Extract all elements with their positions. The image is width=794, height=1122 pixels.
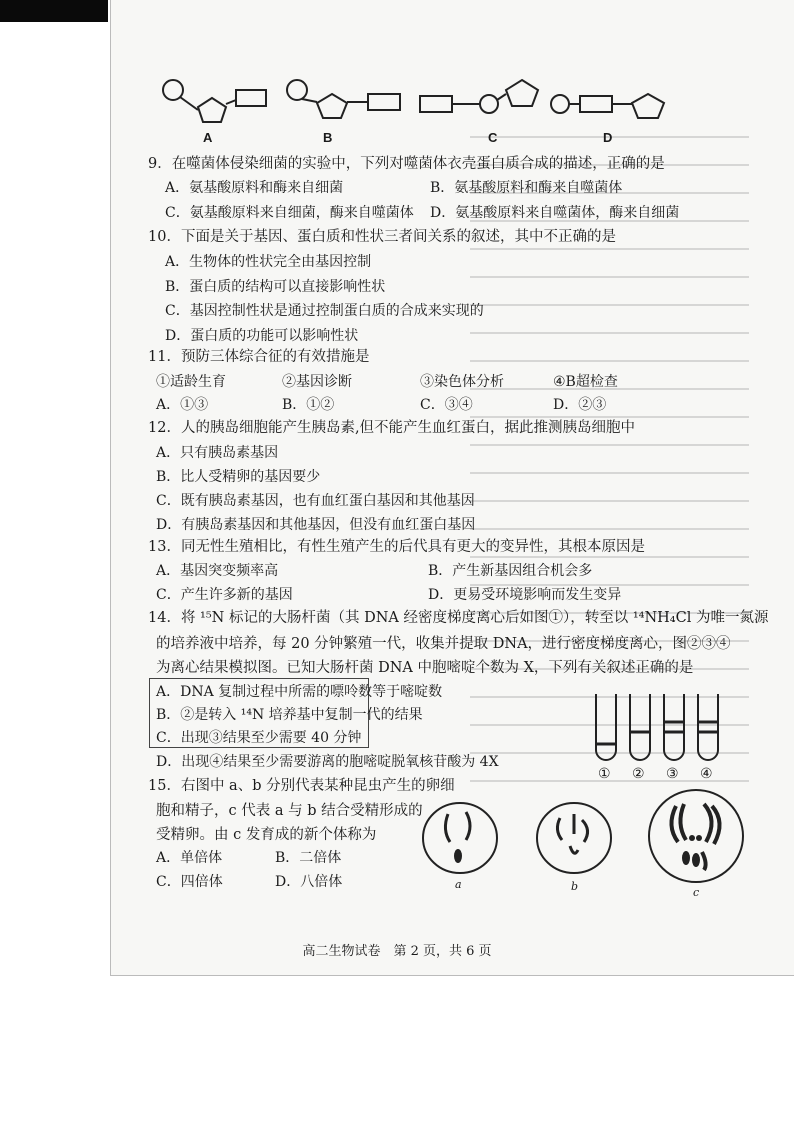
sugar-c xyxy=(506,80,538,106)
sugar-a xyxy=(198,98,226,122)
q15-option-d[interactable]: D．八倍体 xyxy=(275,874,343,890)
question-13-stem: 13．同无性生殖相比，有性生殖产生的后代具有更大的变异性，其根本原因是 xyxy=(148,539,645,555)
q11-item-1: ①适龄生育 xyxy=(156,374,226,390)
q11-option-a[interactable]: A．①③ xyxy=(156,397,209,413)
q15-option-a[interactable]: A．单倍体 xyxy=(156,850,223,866)
q10-option-d[interactable]: D．蛋白质的功能可以影响性状 xyxy=(165,328,359,344)
label-a: A xyxy=(203,130,213,145)
cell-b-figure xyxy=(534,800,614,876)
label-d: D xyxy=(603,130,613,145)
q12-option-b[interactable]: B．比人受精卵的基因要少 xyxy=(156,469,321,485)
q14-option-c[interactable]: C．出现③结果至少需要 40 分钟 xyxy=(156,730,362,746)
q15-option-c[interactable]: C．四倍体 xyxy=(156,874,223,890)
q14-option-b[interactable]: B．②是转入 ¹⁴N 培养基中复制一代的结果 xyxy=(156,707,423,723)
q10-option-c[interactable]: C．基因控制性状是通过控制蛋白质的合成来实现的 xyxy=(165,303,484,319)
sugar-b xyxy=(317,94,347,118)
q11-option-d[interactable]: D．②③ xyxy=(553,397,607,413)
q11-item-3: ③染色体分析 xyxy=(420,374,504,390)
tube-1 xyxy=(596,694,616,760)
tube-label-4: ④ xyxy=(700,766,713,782)
q10-option-b[interactable]: B．蛋白质的结构可以直接影响性状 xyxy=(165,279,386,295)
cell-label-b: b xyxy=(571,880,579,893)
cell-label-c: c xyxy=(693,886,700,899)
tube-2 xyxy=(630,694,650,760)
label-c: C xyxy=(488,130,498,145)
question-14-stem-line-1: 14．将 ¹⁵N 标记的大肠杆菌（其 DNA 经密度梯度离心后如图①），转至以 ¹⁴NH₄Cl 为唯一氮源 xyxy=(148,610,769,626)
q9-option-b[interactable]: B．氨基酸原料和酶来自噬菌体 xyxy=(430,180,623,196)
label-b: B xyxy=(323,130,333,145)
q13-option-d[interactable]: D．更易受环境影响而发生变异 xyxy=(428,587,622,603)
base-a xyxy=(236,90,266,106)
q11-option-c[interactable]: C．③④ xyxy=(420,397,473,413)
question-15-stem-line-1: 15．右图中 a、b 分别代表某种昆虫产生的卵细 xyxy=(148,778,455,794)
base-b xyxy=(368,94,400,110)
q10-option-a[interactable]: A．生物体的性状完全由基因控制 xyxy=(165,254,372,270)
tube-4 xyxy=(698,694,718,760)
q9-option-d[interactable]: D．氨基酸原料来自噬菌体，酶来自细菌 xyxy=(430,205,680,221)
question-15-stem-line-2: 胞和精子，c 代表 a 与 b 结合受精形成的 xyxy=(156,803,423,819)
phosphate-c xyxy=(480,95,498,113)
tube-3 xyxy=(664,694,684,760)
tube-label-1: ① xyxy=(598,766,611,782)
q9-option-c[interactable]: C．氨基酸原料来自细菌，酶来自噬菌体 xyxy=(165,205,414,221)
page-footer: 高二生物试卷 第 2 页，共 6 页 xyxy=(302,944,492,959)
question-14-stem-line-3: 为离心结果模拟图。已知大肠杆菌 DNA 中胞嘧啶个数为 X，下列有关叙述正确的是 xyxy=(156,660,694,676)
q12-option-c[interactable]: C．既有胰岛素基因，也有血红蛋白基因和其他基因 xyxy=(156,493,475,509)
phosphate-d xyxy=(551,95,569,113)
question-15-stem-line-3: 受精卵。由 c 发育成的新个体称为 xyxy=(156,827,377,843)
question-12-stem: 12．人的胰岛细胞能产生胰岛素,但不能产生血红蛋白，据此推测胰岛细胞中 xyxy=(148,420,636,436)
nucleotide-diagram xyxy=(160,72,680,128)
cell-a-figure xyxy=(420,800,500,876)
sugar-d xyxy=(632,94,664,118)
q14-option-a[interactable]: A．DNA 复制过程中所需的嘌呤数等于嘧啶数 xyxy=(156,684,443,700)
question-14-stem-line-2: 的培养液中培养，每 20 分钟繁殖一代，收集并提取 DNA，进行密度梯度离心，图②③④ xyxy=(156,636,731,652)
question-10-stem: 10．下面是关于基因、蛋白质和性状三者间关系的叙述，其中不正确的是 xyxy=(148,229,616,245)
question-11-stem: 11．预防三体综合征的有效措施是 xyxy=(148,349,370,365)
q13-option-c[interactable]: C．产生许多新的基因 xyxy=(156,587,293,603)
q13-option-a[interactable]: A．基因突变频率高 xyxy=(156,563,279,579)
base-d xyxy=(580,96,612,112)
q9-option-a[interactable]: A．氨基酸原料和酶来自细菌 xyxy=(165,180,344,196)
q11-item-4: ④B超检查 xyxy=(553,374,618,390)
base-c xyxy=(420,96,452,112)
q14-option-d[interactable]: D．出现④结果至少需要游离的胞嘧啶脱氧核苷酸为 4X xyxy=(156,754,499,770)
q12-option-a[interactable]: A．只有胰岛素基因 xyxy=(156,445,279,461)
tube-label-3: ③ xyxy=(666,766,679,782)
question-9-stem: 9．在噬菌体侵染细菌的实验中，下列对噬菌体衣壳蛋白质合成的描述，正确的是 xyxy=(148,156,665,172)
cell-label-a: a xyxy=(455,878,462,891)
q13-option-b[interactable]: B．产生新基因组合机会多 xyxy=(428,563,593,579)
q11-item-2: ②基因诊断 xyxy=(282,374,352,390)
q11-option-b[interactable]: B．①② xyxy=(282,397,335,413)
q12-option-d[interactable]: D．有胰岛素基因和其他基因，但没有血红蛋白基因 xyxy=(156,517,476,533)
cell-c-figure xyxy=(646,786,746,886)
phosphate-b xyxy=(287,80,307,100)
scan-dark-edge xyxy=(0,0,108,22)
tube-label-2: ② xyxy=(632,766,645,782)
q15-option-b[interactable]: B．二倍体 xyxy=(275,850,342,866)
